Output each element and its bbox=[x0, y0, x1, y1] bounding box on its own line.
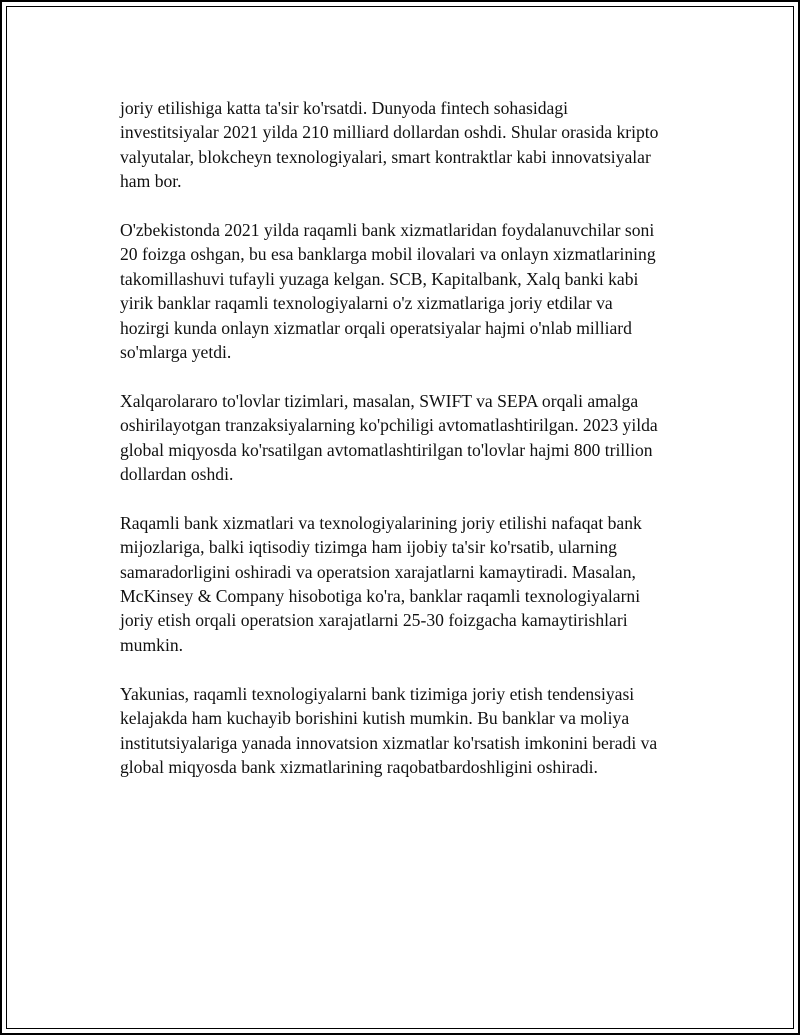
text-line: institutsiyalariga yanada innovatsion xizmatlar ko'rsatish imkonini beradi va bbox=[120, 732, 658, 753]
text-line: takomillashuvi tufayli yuzaga kelgan. SCB, Kapitalbank, Xalq banki kabi bbox=[120, 268, 639, 289]
text-line: Raqamli bank xizmatlari va texnologiyalarining joriy etilishi nafaqat bank bbox=[120, 512, 642, 533]
text-line: mijozlariga, balki iqtisodiy tizimga ham ijobiy ta'sir ko'rsatib, ularning bbox=[120, 537, 617, 558]
text-line: valyutalar, blokcheyn texnologiyalari, smart kontraktlar kabi innovatsiyalar bbox=[120, 146, 651, 167]
text-line: global miqyosda ko'rsatilgan avtomatlashtirilgan to'lovlar hajmi 800 trillion bbox=[120, 439, 653, 460]
text-line: samaradorligini oshiradi va operatsion xarajatlarni kamaytiradi. Masalan, bbox=[120, 561, 636, 582]
paragraph-international-payments bbox=[120, 389, 700, 487]
text-line: 20 foizga oshgan, bu esa banklarga mobil ilovalari va onlayn xizmatlarining bbox=[120, 244, 656, 265]
text-line: kelajakda ham kuchayib borishini kutish mumkin. Bu banklar va moliya bbox=[120, 708, 630, 729]
text-line: hozirgi kunda onlayn xizmatlar orqali operatsiyalar hajmi o'nlab milliard bbox=[120, 317, 632, 338]
text-line: joriy etish orqali operatsion xarajatlarni 25-30 foizgacha kamaytirishlari bbox=[120, 610, 628, 631]
paragraph-uzbekistan-digital-banking bbox=[120, 218, 700, 364]
text-line: yirik banklar raqamli texnologiyalarni o'z xizmatlariga joriy etdilar va bbox=[120, 293, 613, 314]
text-line: McKinsey & Company hisobotiga ko'ra, banklar raqamli texnologiyalarni bbox=[120, 586, 641, 607]
text-line: ham bor. bbox=[120, 171, 182, 192]
text-line: Yakunias, raqamli texnologiyalarni bank tizimiga joriy etish tendensiyasi bbox=[120, 683, 635, 704]
paragraph-fintech-investments bbox=[120, 96, 700, 194]
paragraph-economic-impact bbox=[120, 511, 700, 657]
text-line: joriy etilishiga katta ta'sir ko'rsatdi. Dunyoda fintech sohasidagi bbox=[120, 98, 569, 118]
text-line: mumkin. bbox=[120, 634, 184, 655]
text-line: so'mlarga yetdi. bbox=[120, 342, 232, 363]
text-line: global miqyosda bank xizmatlarining raqobatbardoshligini oshiradi. bbox=[120, 756, 598, 777]
text-line: O'zbekistonda 2021 yilda raqamli bank xizmatlaridan foydalanuvchilar soni bbox=[120, 220, 655, 241]
text-line: dollardan oshdi. bbox=[120, 464, 234, 485]
document-body bbox=[120, 96, 700, 804]
paragraph-conclusion bbox=[120, 682, 700, 780]
text-line: oshirilayotgan tranzaksiyalarning ko'pchiligi avtomatlashtirilgan. 2023 yilda bbox=[120, 415, 658, 436]
text-line: Xalqarolararo to'lovlar tizimlari, masalan, SWIFT va SEPA orqali amalga bbox=[120, 390, 639, 411]
text-line: investitsiyalar 2021 yilda 210 milliard dollardan oshdi. Shular orasida kripto bbox=[120, 122, 659, 143]
